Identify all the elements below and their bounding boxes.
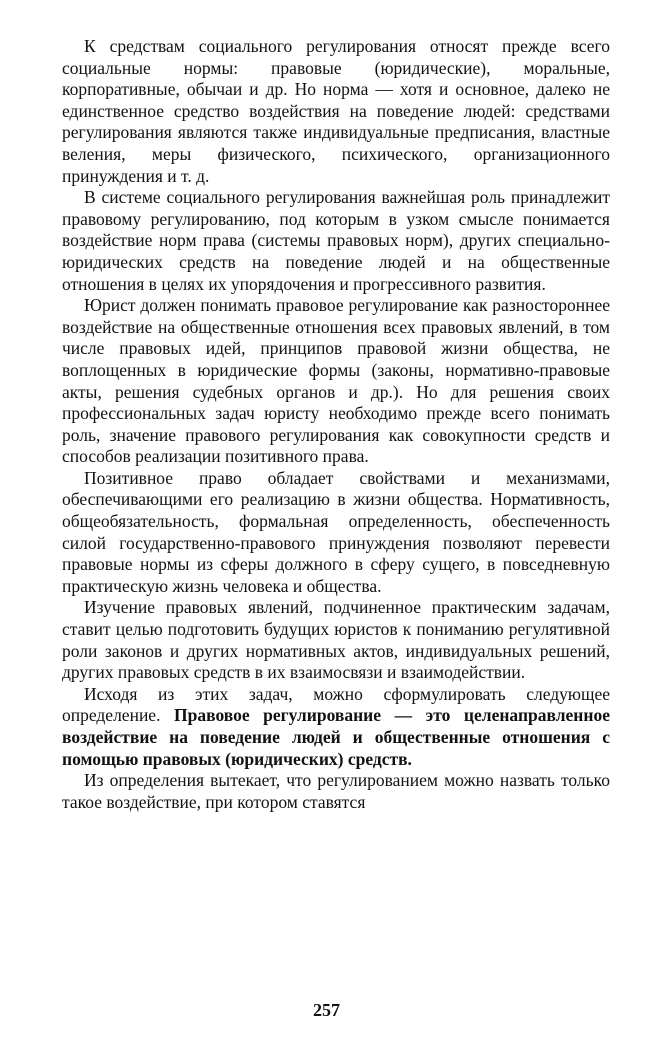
definition-bold: Правовое регулирование — это целенаправленное воздействие на поведение людей и общественные отношения с помощью правовых (юридических) средств. [62,705,610,769]
page-number: 257 [313,1000,340,1020]
paragraph-positive-law: Позитивное право обладает свойствами и механизмами, обеспечивающими его реализацию в жизни общества. Нормативность, общеобязательность, формальная определенность, обеспеченность силой государственно-правового принуждения позволяют перевести правовые нормы из сферы должного в сферу сущего, в повседневную практическую жизнь человека и общества. [62,467,610,596]
paragraph-study-of-legal-phenomena: Изучение правовых явлений, подчиненное практическим задачам, ставит целью подготовить будущих юристов к пониманию регулятивной роли законов и других нормативных актов, индивидуальных решений, других правовых средств в их взаимосвязи и взаимодействии. [62,597,610,683]
definition-lead: Исходя из этих задач, можно сформулировать следующее определение. [62,683,610,726]
paragraph-conclusion: Из определения вытекает, что регулированием можно назвать только такое воздействие, при котором ставятся [62,770,610,812]
paragraph-social-regulation: К средствам социального регулирования относят прежде всего социальные нормы: правовые (юридические), моральные, корпоративные, обычаи и др. Но норма — хотя и основное, далеко не единственное средство воздействия на поведение людей: средствами регулирования являются также индивидуальные предписания, властные веления, меры физического, психического, организационного принуждения и т. д. [62,36,610,186]
page-text [62,36,610,813]
paragraph-legal-regulation-role: В системе социального регулирования важнейшая роль принадлежит правовому регулированию, под которым в узком смысле понимается воздействие норм права (системы правовых норм), других специально-юридических средств на поведение людей и на общественные отношения в целях их упорядочения и прогрессивного развития. [62,187,610,294]
paragraph-lawyer-understanding: Юрист должен понимать правовое регулирование как разностороннее воздействие на общественные отношения всех правовых явлений, в том числе правовых идей, принципов правовой жизни общества, не воплощенных в юридические формы (законы, нормативно-правовые акты, решения судебных органов и др.). Но для решения своих профессиональных задач юристу необходимо прежде всего понимать роль, значение правового регулирования как совокупности средств и способов реализации позитивного права. [62,295,610,467]
paragraph-definition [62,684,610,770]
